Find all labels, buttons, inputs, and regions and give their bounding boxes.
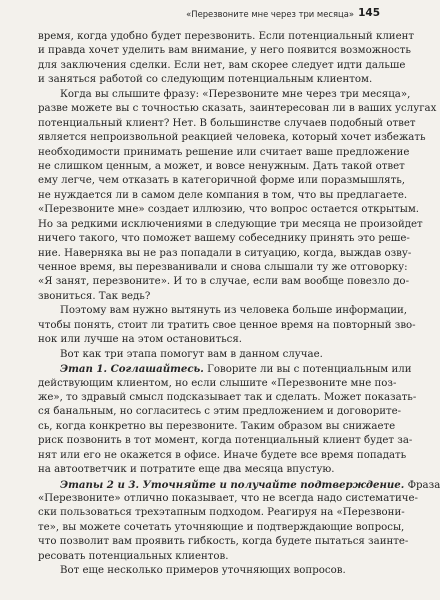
- text-line: «Перезвоните мне» создает иллюзию, что вопрос остается открытым.: [38, 204, 420, 216]
- text-line: и заняться работой со следующим потенциальным клиентом.: [38, 74, 373, 86]
- section-lead: Этапы 2 и 3. Уточняйте и получайте подтверждение.: [60, 478, 405, 491]
- text-line-rest: Фраза: [404, 479, 440, 491]
- running-header-title: «Перезвоните мне через три месяца»: [186, 9, 354, 19]
- paragraph: [38, 304, 416, 347]
- text-line: ся банальным, но согласитесь с этим предложением и договорите-: [38, 406, 402, 418]
- text-line: ние. Наверняка вы не раз попадали в ситуацию, когда, выждав озву-: [38, 247, 412, 259]
- page-number: 145: [358, 7, 380, 19]
- text-line: нок или лучше на этом остановиться.: [38, 334, 243, 346]
- text-line: разве можете вы с точностью сказать, заинтересован ли в ваших услугах: [38, 103, 437, 115]
- text-line: необходимости принимать решение или считает ваше предложение: [38, 146, 410, 158]
- text-line: и правда хочет уделить вам внимание, у него появится возможность: [38, 45, 411, 57]
- text-line-rest: Говорите ли вы с потенциальным или: [203, 364, 412, 376]
- text-line: те», вы можете сочетать уточняющие и подтверждающие вопросы,: [38, 521, 405, 533]
- text-line: ему легче, чем отказать в категоричной форме или поразмышлять,: [38, 175, 406, 187]
- text-line: не нуждается ли в самом деле компания в том, что вы предлагаете.: [38, 189, 408, 201]
- text-line: «Я занят, перезвоните». И то в случае, если вам вообще повезло до-: [38, 276, 410, 288]
- text-line: чтобы понять, стоит ли тратить свое ценное время на повторный зво-: [38, 319, 416, 331]
- text-line: Но за редкими исключениями в следующие три месяца не произойдет: [38, 218, 423, 230]
- paragraph: [38, 88, 437, 305]
- text-line: ченное время, вы перезванивали и снова слышали ту же отговорку:: [38, 262, 408, 273]
- paragraph: [38, 564, 380, 578]
- text-line: [38, 362, 412, 376]
- text-line: для заключения сделки. Если нет, вам скорее следует идти дальше: [38, 59, 406, 71]
- text-line: ресовать потенциальных клиентов.: [38, 550, 229, 562]
- text-line: время, когда удобно будет перезвонить. Если потенциальный клиент: [38, 31, 415, 42]
- text-line: действующим клиентом, но если слышите «Перезвоните мне поз-: [38, 377, 397, 389]
- paragraph: [38, 362, 417, 478]
- text-line: риск позвонить в тот момент, когда потенциальный клиент будет за-: [38, 435, 413, 447]
- text-line: Вот еще несколько примеров уточняющих вопросов.: [60, 565, 346, 577]
- text-line: ничего такого, что поможет вашему собеседнику принять это реше-: [38, 233, 410, 245]
- paragraph: [38, 348, 380, 362]
- text-line: ски пользоваться трехэтапным подходом. Реагируя на «Перезвони-: [38, 507, 405, 519]
- text-line: сь, когда конкретно вы перезвоните. Таким образом вы снижаете: [38, 420, 396, 432]
- text-line: потенциальный клиент? Нет. В большинстве случаев подобный ответ: [38, 117, 416, 129]
- body-text: [38, 30, 440, 579]
- text-line: звониться. Так ведь?: [38, 290, 151, 302]
- text-line: Вот как три этапа помогут вам в данном случае.: [60, 348, 323, 360]
- text-line: на автоответчик и потратите еще два месяца впустую.: [38, 464, 335, 476]
- text-line: [38, 478, 440, 492]
- text-line: не слишком ценным, а может, и вовсе ненужным. Дать такой ответ: [38, 160, 405, 172]
- text-line: же», то здравый смысл подсказывает так и сделать. Может показать-: [38, 391, 417, 403]
- text-line: Поэтому вам нужно вытянуть из человека больше информации,: [60, 305, 408, 317]
- paragraph: [38, 30, 415, 88]
- section-lead: Этап 1. Соглашайтесь.: [60, 363, 204, 376]
- text-line: является непроизвольной реакцией человека, который хочет избежать: [38, 132, 426, 144]
- text-line: что позволит вам проявить гибкость, когда будете пытаться заинте-: [38, 536, 409, 548]
- text-line: Когда вы слышите фразу: «Перезвоните мне через три месяца»,: [60, 88, 411, 100]
- text-line: нят или его не окажется в офисе. Иначе будете все время попадать: [38, 449, 407, 461]
- paragraph: [38, 478, 440, 565]
- text-line: «Перезвоните» отлично показывает, что не всегда надо систематиче-: [38, 493, 418, 504]
